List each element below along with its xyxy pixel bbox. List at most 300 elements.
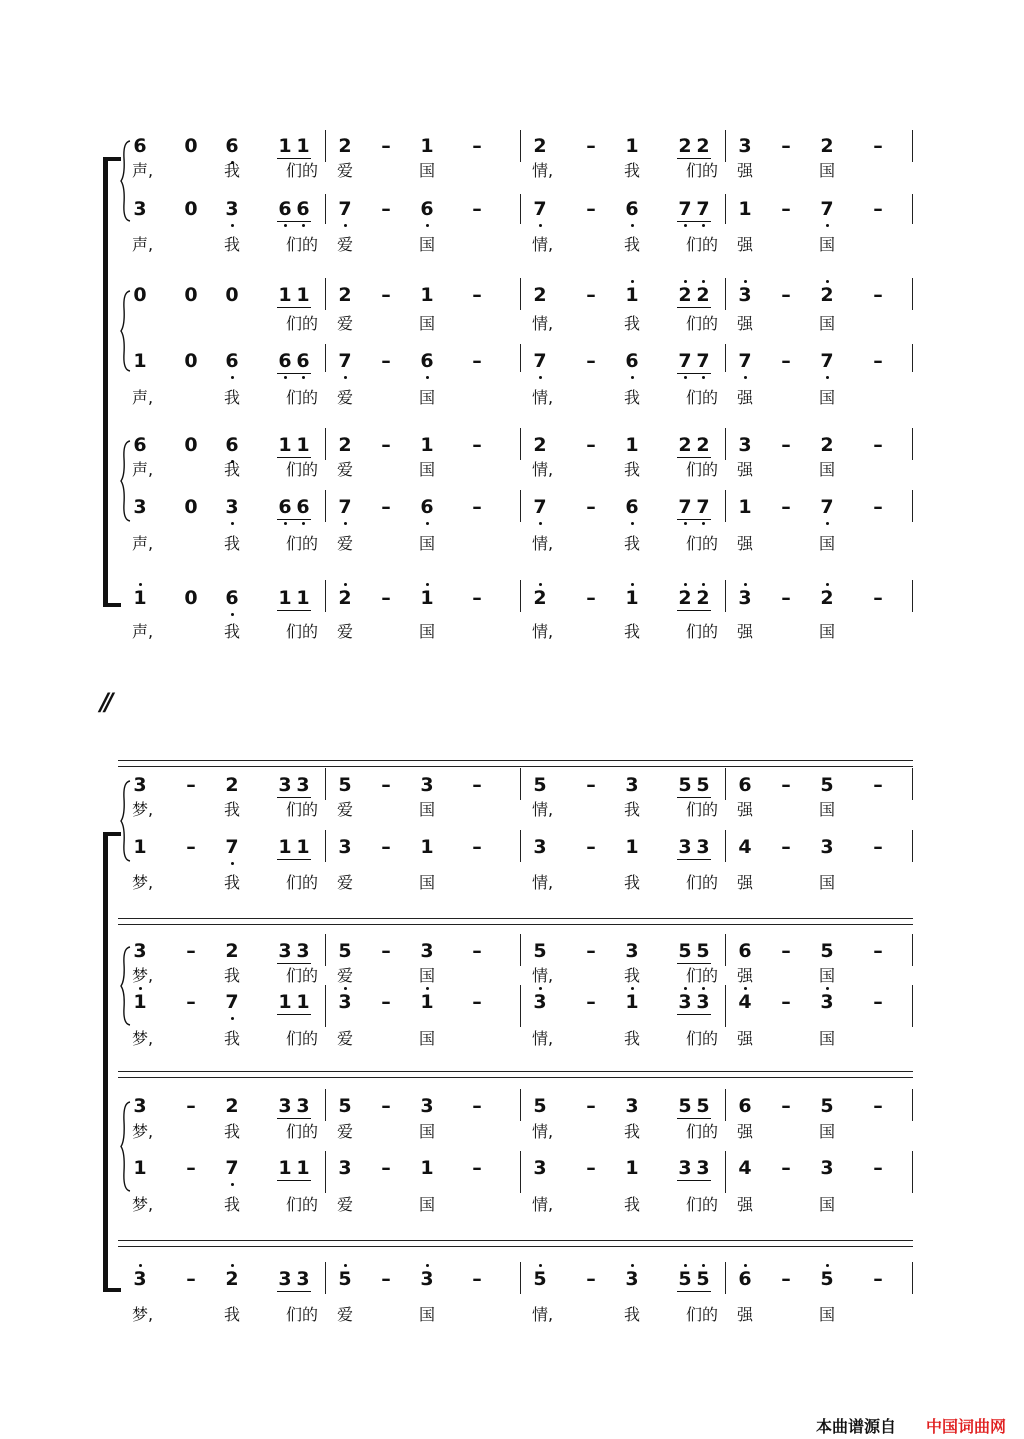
barline: [520, 985, 521, 1027]
dash: –: [586, 198, 596, 220]
note: 5: [678, 1095, 692, 1117]
note: 6: [278, 198, 292, 220]
note: 5: [820, 774, 834, 796]
lyric: 梦,: [132, 800, 154, 819]
dash: –: [381, 496, 391, 518]
lyric: 我: [224, 873, 241, 892]
lyric: 们的: [686, 1029, 719, 1048]
brace-icon: [120, 440, 134, 522]
barline: [325, 830, 326, 862]
note: 7: [338, 350, 352, 372]
dash: –: [781, 496, 791, 518]
lyric: 情,: [532, 800, 554, 819]
barline: [520, 344, 521, 372]
note: 2: [820, 434, 834, 456]
lyric: 强: [737, 800, 754, 819]
low-octave-dot: [231, 613, 234, 616]
note: 5: [678, 774, 692, 796]
high-octave-dot: [426, 1264, 429, 1267]
brace-icon: [120, 290, 134, 372]
lyric: 爱: [337, 314, 354, 333]
lyric: 爱: [337, 800, 354, 819]
beam-underline: [677, 1014, 711, 1015]
dash: –: [186, 1157, 196, 1179]
note: 3: [225, 496, 239, 518]
note: 2: [820, 135, 834, 157]
dash: –: [586, 496, 596, 518]
note: 1: [133, 836, 147, 858]
note: 3: [696, 1157, 710, 1179]
note: 3: [278, 774, 292, 796]
note: 1: [625, 135, 639, 157]
note: 5: [820, 1095, 834, 1117]
note: 2: [225, 1268, 239, 1290]
dash: –: [186, 1268, 196, 1290]
lyric: 们的: [286, 873, 319, 892]
note: 3: [625, 1095, 639, 1117]
note: 2: [225, 940, 239, 962]
brace-icon: [120, 1101, 134, 1192]
lyric: 国: [819, 966, 836, 985]
lyric: 声,: [132, 622, 154, 641]
barline: [725, 344, 726, 372]
note: 5: [696, 774, 710, 796]
lyric: 国: [419, 161, 436, 180]
dash: –: [781, 940, 791, 962]
note: 1: [296, 836, 310, 858]
beam-underline: [277, 963, 311, 964]
note: 7: [820, 350, 834, 372]
beam-underline: [677, 457, 711, 458]
barline: [520, 768, 521, 800]
lyric: 我: [624, 1305, 641, 1324]
note: 3: [420, 1268, 434, 1290]
lyric: 我: [224, 966, 241, 985]
lyric: 强: [737, 622, 754, 641]
lyric: 们的: [686, 1195, 719, 1214]
low-octave-dot: [631, 376, 634, 379]
lyric: 们的: [286, 1305, 319, 1324]
low-octave-dot: [426, 224, 429, 227]
note: 1: [738, 496, 752, 518]
lyric: 爱: [337, 966, 354, 985]
lyric: 们的: [686, 161, 719, 180]
lyric: 情,: [532, 460, 554, 479]
high-octave-dot: [744, 280, 747, 283]
dash: –: [586, 1095, 596, 1117]
lyric: 声,: [132, 161, 154, 180]
dash: –: [586, 774, 596, 796]
note: 6: [625, 350, 639, 372]
dash: –: [472, 496, 482, 518]
note: 1: [296, 434, 310, 456]
barline: [725, 830, 726, 862]
dash: –: [873, 135, 883, 157]
barline: [912, 278, 913, 310]
note: 1: [420, 836, 434, 858]
low-octave-dot: [231, 862, 234, 865]
barline: [520, 130, 521, 162]
lyric: 爱: [337, 235, 354, 254]
lyric: 梦,: [132, 966, 154, 985]
note: 0: [184, 350, 198, 372]
high-octave-dot: [139, 987, 142, 990]
note: 7: [820, 198, 834, 220]
high-octave-dot: [826, 583, 829, 586]
barline: [725, 130, 726, 162]
note: 2: [820, 284, 834, 306]
dash: –: [472, 284, 482, 306]
barline: [725, 1089, 726, 1121]
note: 0: [184, 587, 198, 609]
dash: –: [381, 198, 391, 220]
note: 7: [533, 198, 547, 220]
dash: –: [873, 836, 883, 858]
dash: –: [873, 350, 883, 372]
barline: [725, 1262, 726, 1294]
dash: –: [586, 135, 596, 157]
note: 6: [296, 198, 310, 220]
lyric: 我: [624, 873, 641, 892]
note: 1: [133, 350, 147, 372]
beam-underline: [677, 158, 711, 159]
note: 3: [678, 991, 692, 1013]
staff-separator: [118, 918, 913, 919]
lyric: 梦,: [132, 1122, 154, 1141]
high-octave-dot: [684, 280, 687, 283]
dash: –: [472, 1268, 482, 1290]
high-octave-dot: [826, 1264, 829, 1267]
lyric: 们的: [286, 966, 319, 985]
note: 4: [738, 991, 752, 1013]
lyric: 国: [819, 388, 836, 407]
low-octave-dot: [284, 376, 287, 379]
high-octave-dot: [344, 583, 347, 586]
barline: [725, 194, 726, 224]
lyric: 我: [224, 800, 241, 819]
low-octave-dot: [702, 522, 705, 525]
high-octave-dot: [631, 280, 634, 283]
lyric: 们的: [686, 1305, 719, 1324]
note: 2: [338, 434, 352, 456]
lyric: 情,: [532, 534, 554, 553]
note: 0: [133, 284, 147, 306]
footer-site-name: 中国词曲网: [926, 1417, 1007, 1436]
barline: [520, 1151, 521, 1193]
note: 3: [820, 836, 834, 858]
note: 7: [533, 350, 547, 372]
dash: –: [873, 434, 883, 456]
dash: –: [472, 836, 482, 858]
note: 6: [420, 350, 434, 372]
note: 1: [296, 991, 310, 1013]
note: 2: [696, 587, 710, 609]
dash: –: [472, 350, 482, 372]
lyric: 情,: [532, 966, 554, 985]
lyric: 们的: [286, 314, 319, 333]
dash: –: [186, 940, 196, 962]
note: 3: [296, 1268, 310, 1290]
dash: –: [781, 135, 791, 157]
barline: [912, 194, 913, 224]
beam-underline: [277, 221, 311, 222]
lyric: 情,: [532, 873, 554, 892]
high-octave-dot: [631, 1264, 634, 1267]
lyric: 国: [419, 1029, 436, 1048]
high-octave-dot: [344, 1264, 347, 1267]
lyric: 爱: [337, 161, 354, 180]
barline: [325, 344, 326, 372]
lyric: 国: [419, 873, 436, 892]
note: 3: [625, 774, 639, 796]
lyric: 们的: [686, 388, 719, 407]
lyric: 情,: [532, 161, 554, 180]
lyric: 国: [419, 622, 436, 641]
barline: [912, 830, 913, 862]
lyric: 我: [224, 388, 241, 407]
note: 6: [278, 350, 292, 372]
note: 6: [738, 1268, 752, 1290]
dash: –: [781, 1095, 791, 1117]
barline: [325, 1262, 326, 1294]
note: 7: [738, 350, 752, 372]
note: 6: [133, 135, 147, 157]
note: 1: [296, 1157, 310, 1179]
note: 1: [278, 434, 292, 456]
dash: –: [381, 1157, 391, 1179]
staff-separator: [118, 1077, 913, 1078]
lyric: 强: [737, 1305, 754, 1324]
note: 3: [338, 1157, 352, 1179]
lyric: 国: [419, 534, 436, 553]
note: 3: [625, 1268, 639, 1290]
note: 2: [678, 434, 692, 456]
barline: [520, 278, 521, 310]
lyric: 国: [419, 388, 436, 407]
lyric: 我: [224, 460, 241, 479]
dash: –: [186, 1095, 196, 1117]
lyric: 强: [737, 235, 754, 254]
note: 7: [678, 496, 692, 518]
beam-underline: [277, 1014, 311, 1015]
lyric: 国: [819, 873, 836, 892]
note: 6: [225, 587, 239, 609]
lyric: 强: [737, 873, 754, 892]
note: 1: [278, 836, 292, 858]
lyric: 们的: [286, 534, 319, 553]
barline: [325, 130, 326, 162]
high-octave-dot: [702, 987, 705, 990]
lyric: 们的: [686, 800, 719, 819]
dash: –: [381, 774, 391, 796]
beam-underline: [277, 457, 311, 458]
low-octave-dot: [344, 522, 347, 525]
beam-underline: [677, 859, 711, 860]
note: 3: [133, 198, 147, 220]
beam-underline: [677, 963, 711, 964]
dash: –: [873, 1268, 883, 1290]
lyric: 国: [819, 161, 836, 180]
lyric: 国: [819, 235, 836, 254]
barline: [325, 1089, 326, 1121]
note: 2: [696, 135, 710, 157]
barline: [520, 490, 521, 522]
lyric: 国: [419, 1305, 436, 1324]
lyric: 声,: [132, 460, 154, 479]
staff-separator: [118, 766, 913, 767]
lyric: 国: [819, 1122, 836, 1141]
high-octave-dot: [539, 987, 542, 990]
barline: [725, 580, 726, 612]
system-bracket: [103, 832, 108, 1292]
low-octave-dot: [284, 224, 287, 227]
note: 7: [696, 198, 710, 220]
brace-icon: [120, 946, 134, 1026]
beam-underline: [677, 307, 711, 308]
note: 5: [678, 940, 692, 962]
lyric: 强: [737, 161, 754, 180]
barline: [725, 934, 726, 966]
note: 5: [533, 1095, 547, 1117]
dash: –: [381, 991, 391, 1013]
lyric: 爱: [337, 388, 354, 407]
dash: –: [381, 350, 391, 372]
note: 6: [296, 350, 310, 372]
staff-separator: [118, 1246, 913, 1247]
dash: –: [381, 1095, 391, 1117]
barline: [912, 1262, 913, 1294]
lyric: 梦,: [132, 1029, 154, 1048]
note: 1: [296, 135, 310, 157]
barline: [520, 194, 521, 224]
beam-underline: [677, 1180, 711, 1181]
note: 7: [533, 496, 547, 518]
barline: [912, 768, 913, 800]
note: 5: [338, 774, 352, 796]
high-octave-dot: [344, 987, 347, 990]
lyric: 国: [819, 800, 836, 819]
high-octave-dot: [139, 583, 142, 586]
note: 1: [625, 991, 639, 1013]
dash: –: [873, 1157, 883, 1179]
lyric: 情,: [532, 388, 554, 407]
low-octave-dot: [631, 522, 634, 525]
lyric: 爱: [337, 873, 354, 892]
note: 1: [278, 991, 292, 1013]
barline: [912, 130, 913, 162]
note: 5: [338, 940, 352, 962]
note: 3: [338, 836, 352, 858]
lyric: 国: [819, 460, 836, 479]
dash: –: [873, 1095, 883, 1117]
note: 3: [738, 434, 752, 456]
note: 6: [420, 198, 434, 220]
dash: –: [586, 940, 596, 962]
lyric: 我: [624, 1195, 641, 1214]
low-octave-dot: [231, 376, 234, 379]
high-octave-dot: [702, 583, 705, 586]
low-octave-dot: [631, 224, 634, 227]
lyric: 情,: [532, 235, 554, 254]
beam-underline: [677, 1118, 711, 1119]
lyric: 们的: [686, 873, 719, 892]
note: 1: [738, 198, 752, 220]
beam-underline: [277, 373, 311, 374]
lyric: 我: [624, 235, 641, 254]
lyric: 们的: [686, 314, 719, 333]
note: 7: [696, 496, 710, 518]
lyric: 我: [624, 388, 641, 407]
lyric: 爱: [337, 534, 354, 553]
beam-underline: [677, 373, 711, 374]
lyric: 们的: [286, 161, 319, 180]
dash: –: [472, 940, 482, 962]
high-octave-dot: [631, 583, 634, 586]
dash: –: [781, 198, 791, 220]
low-octave-dot: [684, 224, 687, 227]
lyric: 强: [737, 314, 754, 333]
lyric: 强: [737, 1029, 754, 1048]
brace-icon: [120, 140, 134, 222]
high-octave-dot: [702, 280, 705, 283]
lyric: 们的: [286, 622, 319, 641]
note: 2: [678, 284, 692, 306]
low-octave-dot: [344, 224, 347, 227]
lyric: 爱: [337, 1029, 354, 1048]
dash: –: [781, 284, 791, 306]
note: 3: [133, 774, 147, 796]
note: 7: [678, 198, 692, 220]
lyric: 声,: [132, 388, 154, 407]
note: 3: [420, 940, 434, 962]
high-octave-dot: [744, 987, 747, 990]
dash: –: [781, 587, 791, 609]
low-octave-dot: [231, 224, 234, 227]
note: 3: [420, 1095, 434, 1117]
dash: –: [586, 350, 596, 372]
note: 1: [625, 587, 639, 609]
high-octave-dot: [744, 1264, 747, 1267]
lyric: 们的: [686, 966, 719, 985]
barline: [912, 344, 913, 372]
beam-underline: [677, 221, 711, 222]
barline: [520, 1089, 521, 1121]
note: 7: [696, 350, 710, 372]
barline: [725, 768, 726, 800]
lyric: 我: [224, 1029, 241, 1048]
note: 3: [696, 836, 710, 858]
note: 1: [133, 991, 147, 1013]
dash: –: [873, 587, 883, 609]
barline: [520, 428, 521, 460]
note: 0: [184, 135, 198, 157]
low-octave-dot: [744, 376, 747, 379]
lyric: 们的: [686, 534, 719, 553]
note: 7: [678, 350, 692, 372]
barline: [325, 934, 326, 966]
lyric: 们的: [286, 460, 319, 479]
low-octave-dot: [702, 224, 705, 227]
barline: [912, 1089, 913, 1121]
lyric: 我: [224, 161, 241, 180]
note: 3: [420, 774, 434, 796]
lyric: 爱: [337, 622, 354, 641]
lyric: 梦,: [132, 1195, 154, 1214]
note: 5: [533, 940, 547, 962]
lyric: 梦,: [132, 1305, 154, 1324]
beam-underline: [677, 1291, 711, 1292]
note: 3: [820, 991, 834, 1013]
